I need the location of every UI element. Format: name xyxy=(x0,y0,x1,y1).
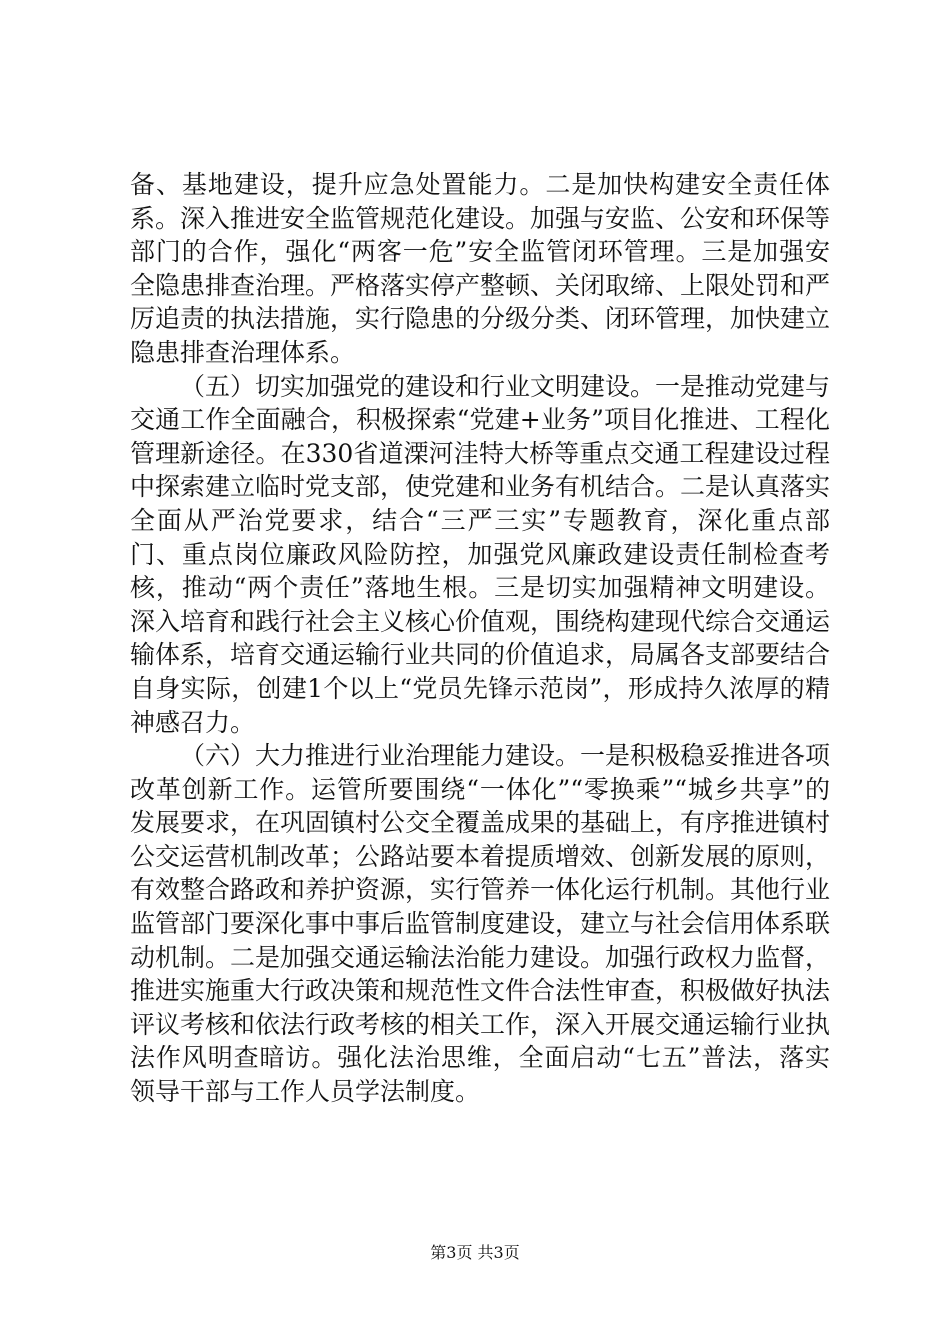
paragraph-continuation: 备、基地建设，提升应急处置能力。二是加快构建安全责任体系。深入推进安全监管规范化建设。加强与安监、公安和环保等部门的合作，强化“两客一危”安全监管闭环管理。三是加强安全隐患排查治理。严格落实停产整顿、关闭取缔、上限处罚和严厉追责的执法措施，实行隐患的分级分类、闭环管理，加快建立隐患排查治理体系。 xyxy=(130,170,831,367)
document-body xyxy=(130,168,830,1109)
paragraph-section-six: （六）大力推进行业治理能力建设。一是积极稳妥推进各项改革创新工作。运管所要围绕“一体化”“零换乘”“城乡共享”的发展要求，在巩固镇村公交全覆盖成果的基础上，有序推进镇村公交运营机制改革；公路站要本着提质增效、创新发展的原则，有效整合路政和养护资源，实行管养一体化运行机制。其他行业监管部门要深化事中事后监管制度建设，建立与社会信用体系联动机制。二是加强交通运输法治能力建设。加强行政权力监督，推进实施重大行政决策和规范性文件合法性审查，积极做好执法评议考核和依法行政考核的相关工作，深入开展交通运输行业执法作风明查暗访。强化法治思维，全面启动“七五”普法，落实领导干部与工作人员学法制度。 xyxy=(130,741,831,1107)
page-footer: 第3页 共3页 xyxy=(430,1243,520,1262)
paragraph-section-five: （五）切实加强党的建设和行业文明建设。一是推动党建与交通工作全面融合，积极探索“党建+业务”项目化推进、工程化管理新途径。在330省道溧河洼特大桥等重点交通工程建设过程中探索建立临时党支部，使党建和业务有机结合。二是认真落实全面从严治党要求，结合“三严三实”专题教育，深化重点部门、重点岗位廉政风险防控，加强党风廉政建设责任制检查考核，推动“两个责任”落地生根。三是切实加强精神文明建设。深入培育和践行社会主义核心价值观，围绕构建现代综合交通运输体系，培育交通运输行业共同的价值追求，局属各支部要结合自身实际，创建1个以上“党员先锋示范岗”，形成持久浓厚的精神感召力。 xyxy=(130,371,831,737)
